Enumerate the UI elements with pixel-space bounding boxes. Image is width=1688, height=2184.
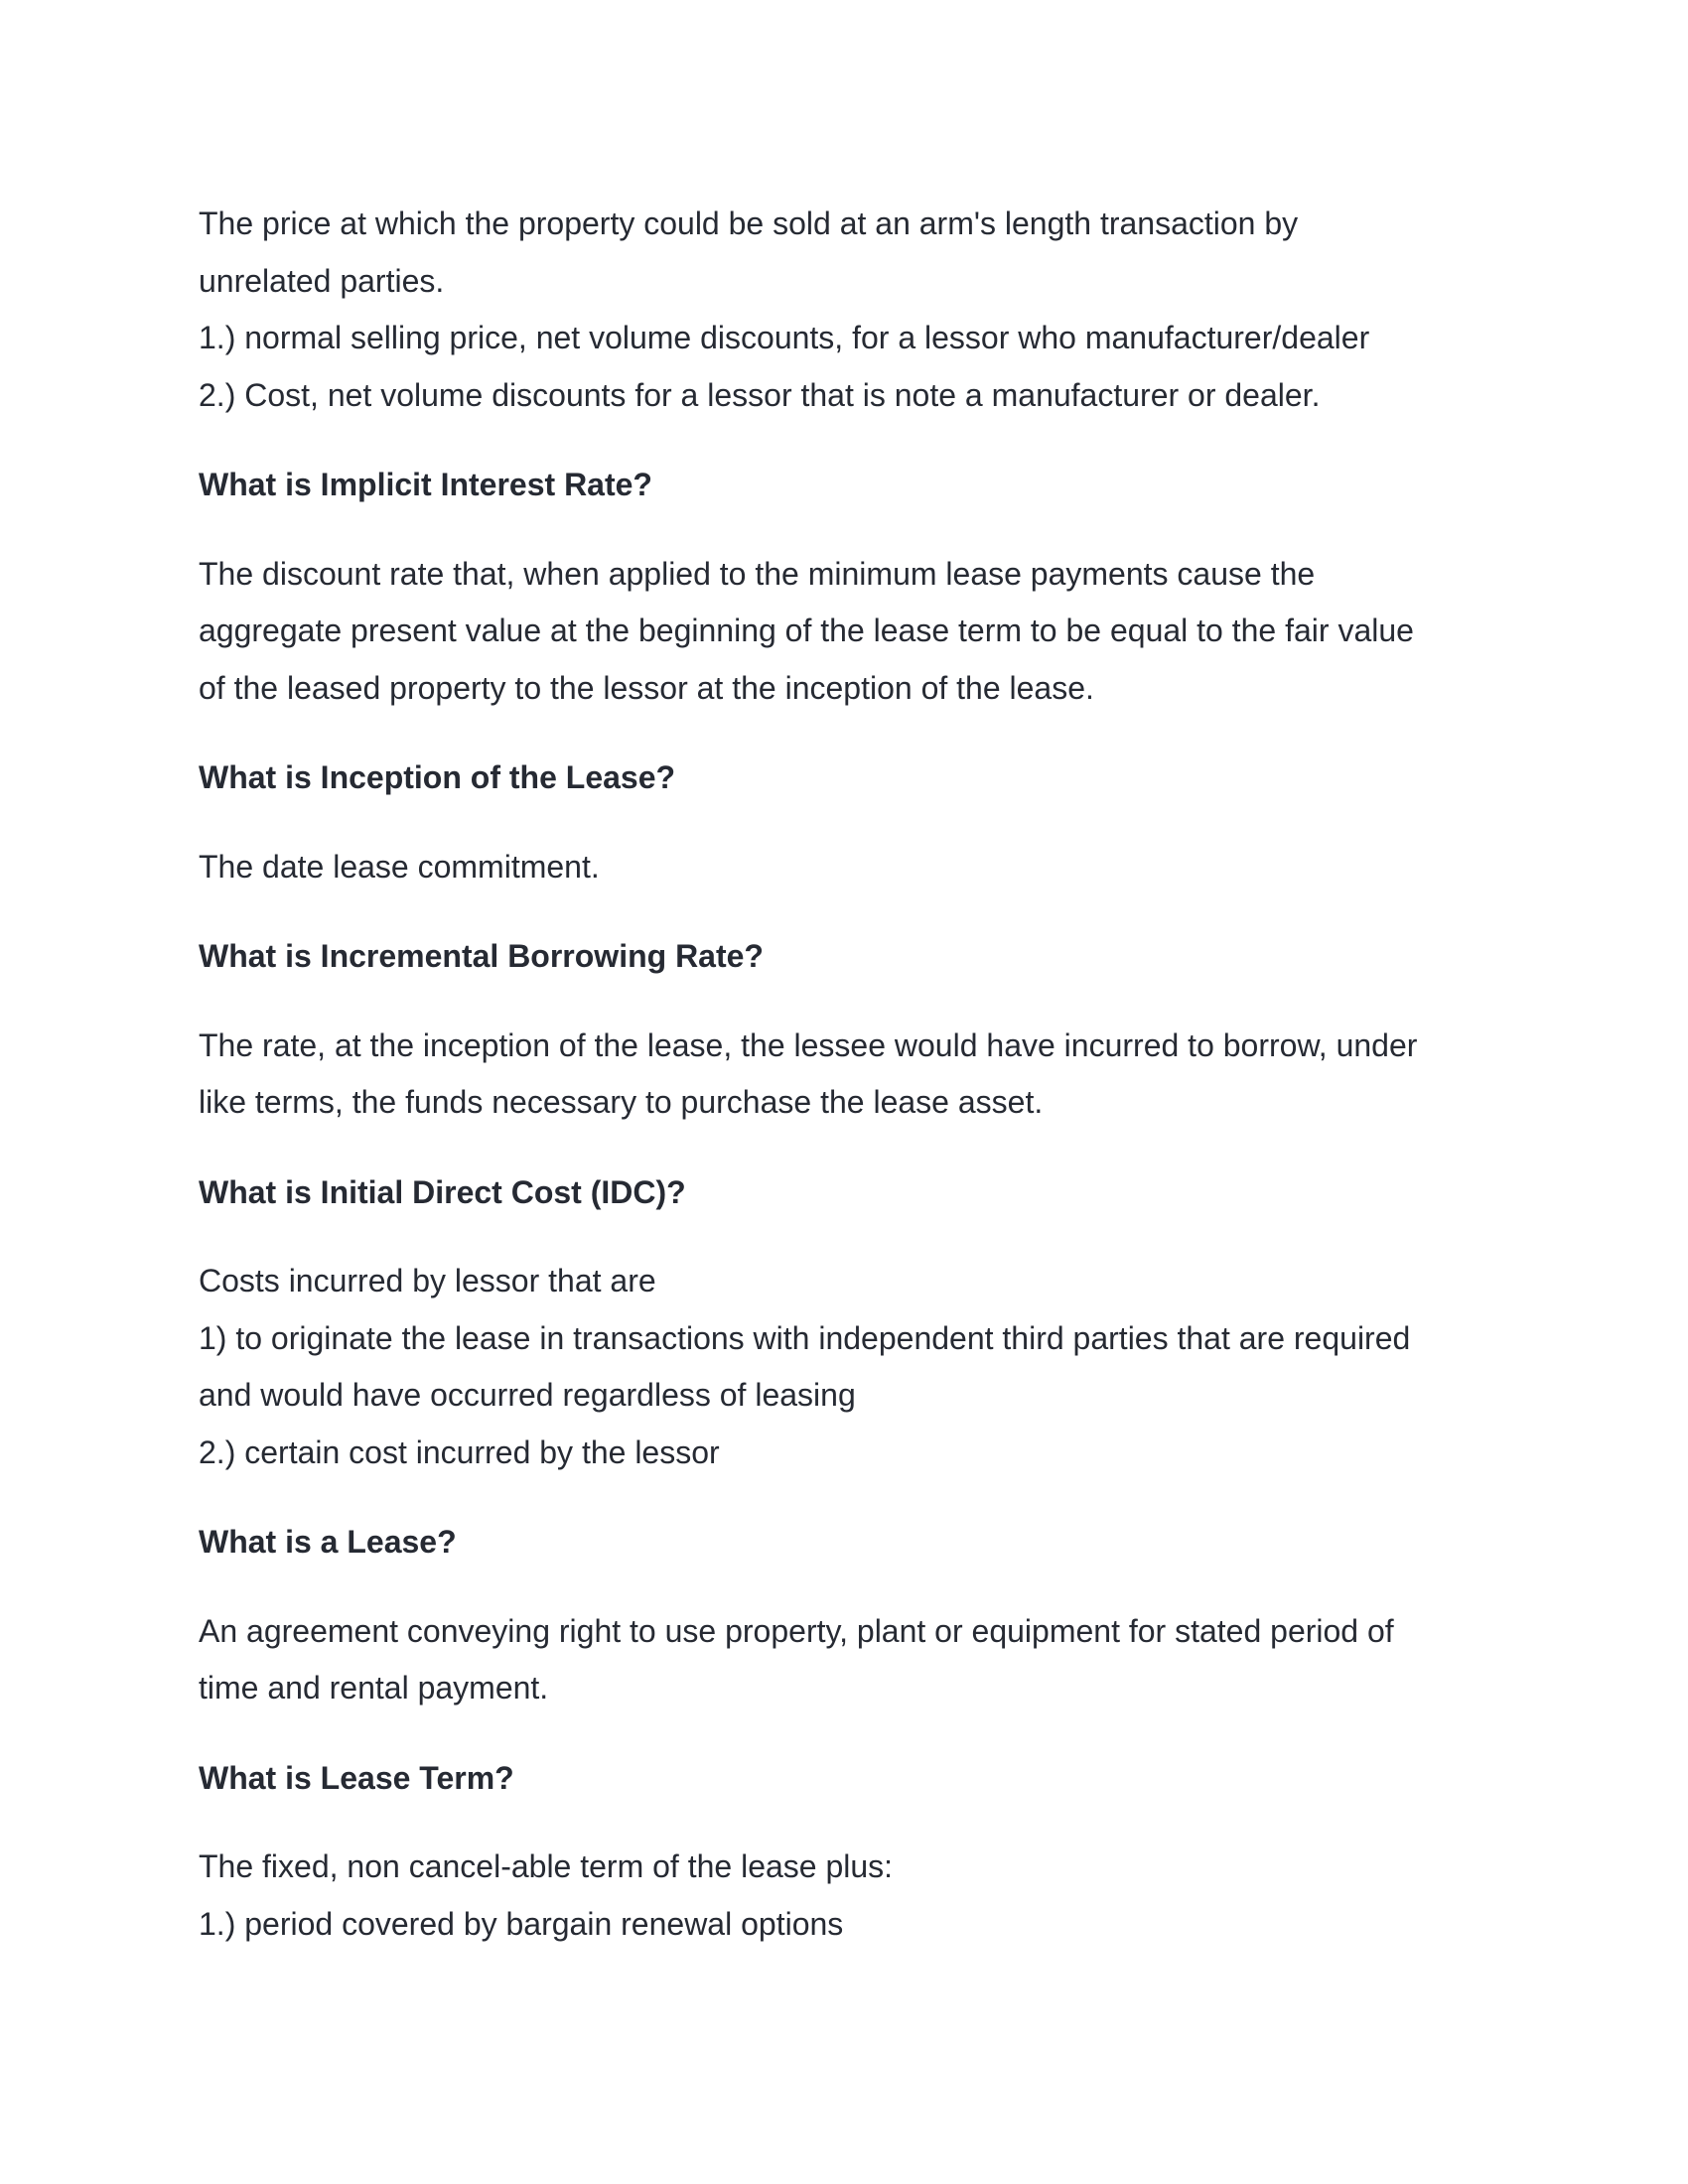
answer-line: Costs incurred by lessor that are (199, 1263, 656, 1298)
answer-line: 2.) certain cost incurred by the lessor (199, 1433, 720, 1470)
answer-line: and would have occurred regardless of leasing (199, 1377, 856, 1413)
answer-line: 1.) normal selling price, net volume discounts, for a lessor who manufacturer/dealer (199, 320, 1370, 355)
answer-line: An agreement conveying right to use property, plant or equipment for stated period of (199, 1612, 1394, 1649)
question-heading: What is Incremental Borrowing Rate? (199, 938, 764, 974)
answer-line: 2.) Cost, net volume discounts for a lessor that is note a manufacturer or dealer. (199, 376, 1321, 413)
answer-block (199, 1839, 1489, 1953)
answer-line: The rate, at the inception of the lease, the lessee would have incurred to borrow, under (199, 1026, 1418, 1063)
answer-block (199, 839, 1489, 896)
answer-line: unrelated parties. (199, 262, 445, 299)
answer-line: 1) to originate the lease in transactions with independent third parties that are required (199, 1319, 1411, 1356)
question-heading: What is Lease Term? (199, 1759, 514, 1796)
answer-line: aggregate present value at the beginning of the lease term to be equal to the fair value (199, 613, 1414, 648)
question-heading: What is Inception of the Lease? (199, 759, 676, 795)
answer-line: The date lease commitment. (199, 848, 600, 885)
document-page (199, 196, 1489, 1953)
answer-line: like terms, the funds necessary to purchase the lease asset. (199, 1084, 1044, 1120)
question-heading: What is a Lease? (199, 1524, 457, 1560)
answer-block (199, 1253, 1489, 1481)
answer-line: of the leased property to the lessor at the inception of the lease. (199, 669, 1094, 706)
answer-block (199, 546, 1489, 718)
answer-block (199, 1018, 1489, 1132)
answer-line: The discount rate that, when applied to the minimum lease payments cause the (199, 555, 1316, 592)
answer-line: time and rental payment. (199, 1670, 549, 1706)
question-heading: What is Implicit Interest Rate? (199, 467, 652, 502)
answer-line: The price at which the property could be sold at an arm's length transaction by (199, 205, 1299, 241)
question-heading: What is Initial Direct Cost (IDC)? (199, 1173, 686, 1210)
answer-line: The fixed, non cancel-able term of the lease plus: (199, 1848, 894, 1884)
answer-block (199, 196, 1489, 424)
answer-line: 1.) period covered by bargain renewal options (199, 1905, 844, 1942)
answer-block (199, 1603, 1489, 1717)
